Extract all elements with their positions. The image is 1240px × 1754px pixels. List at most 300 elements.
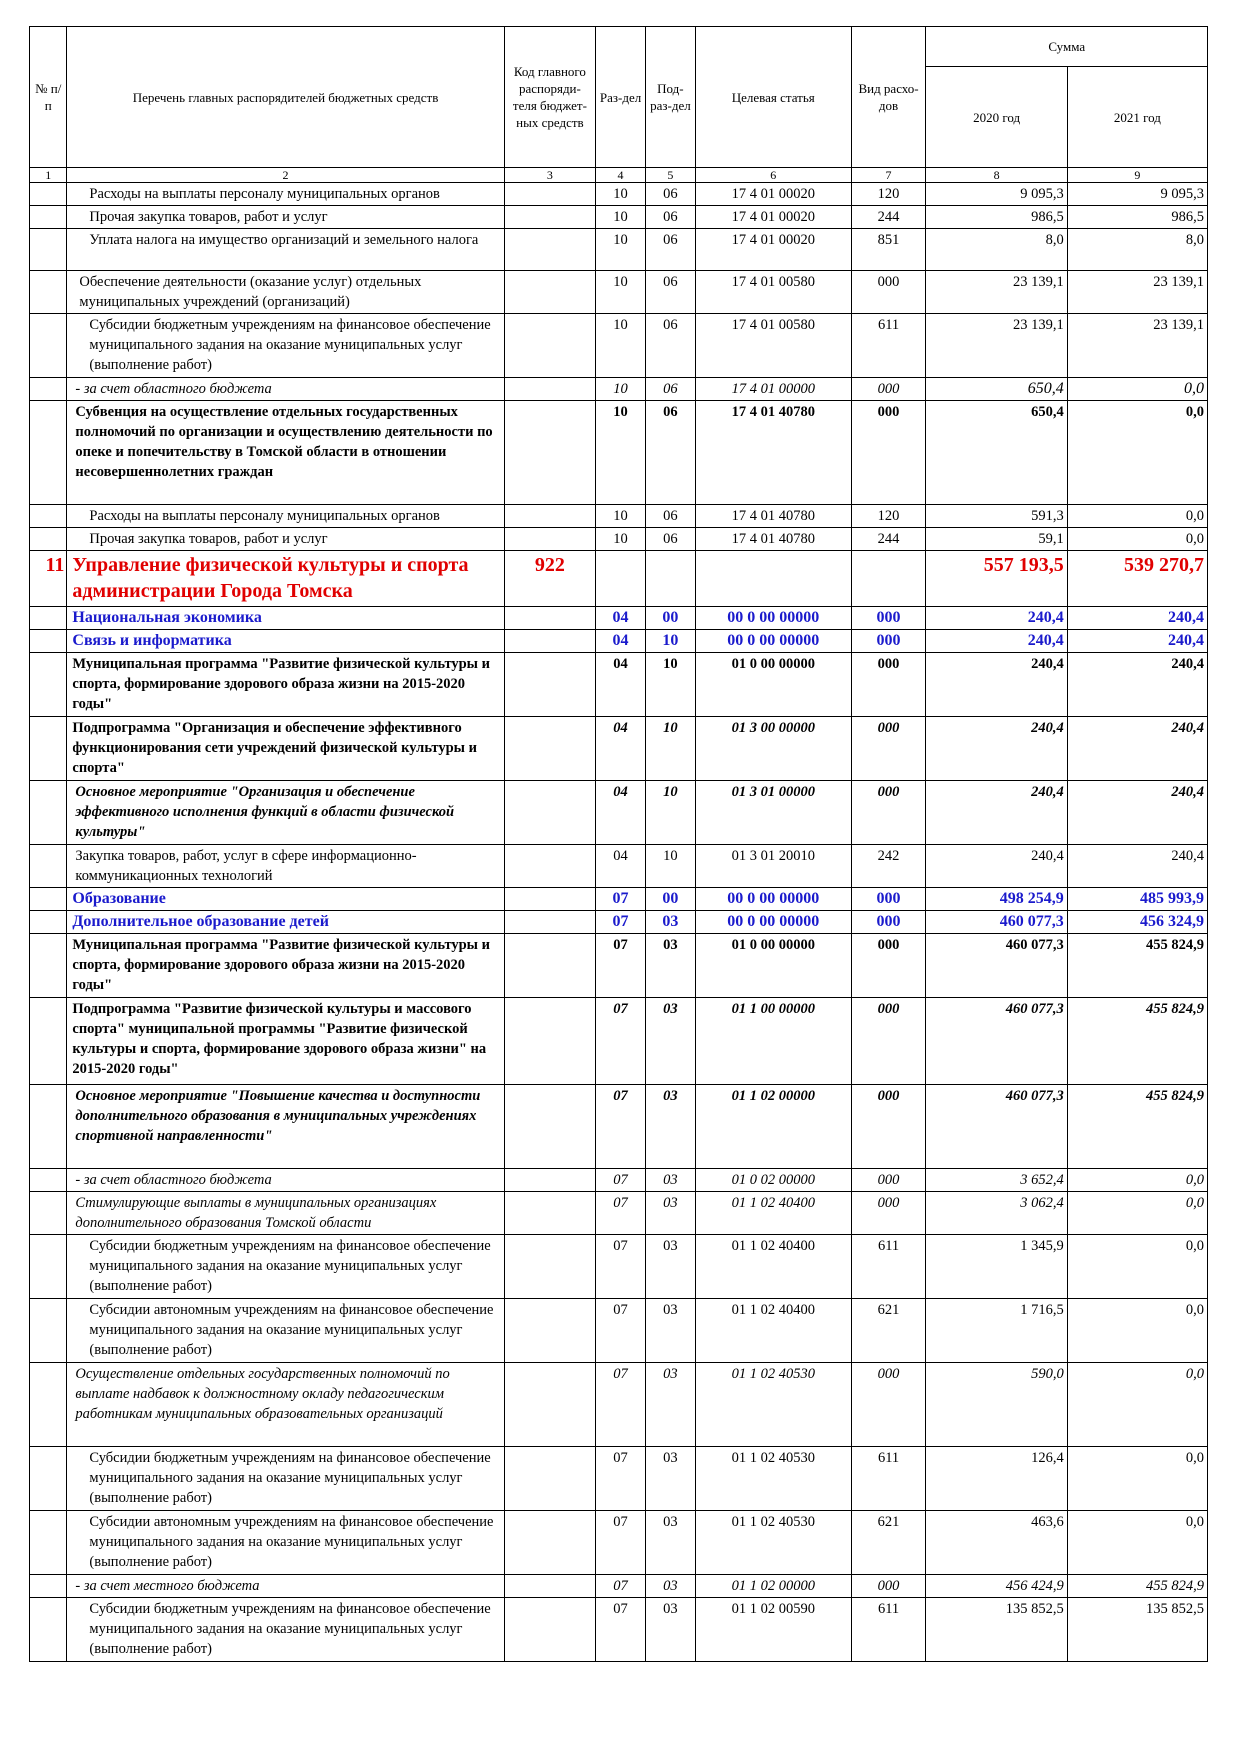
header-2021: 2021 год [1067,67,1207,168]
row-target: 17 4 01 00020 [695,206,851,229]
row-number [30,1192,67,1235]
row-sum-2020: 460 077,3 [926,934,1067,998]
row-razdel: 10 [596,229,646,271]
row-name: Стимулирующие выплаты в муниципальных организациях дополнительного образования Томской области [67,1192,504,1235]
row-number [30,1169,67,1192]
row-name: - за счет областного бюджета [67,378,504,401]
row-code [504,998,595,1085]
row-target: 17 4 01 00020 [695,229,851,271]
table-row [30,1575,1208,1598]
row-podrazdel: 03 [645,1598,695,1662]
header-code: Код главного распоряди-теля бюджет-ных средств [504,27,595,168]
row-podrazdel: 06 [645,505,695,528]
row-sum-2021: 0,0 [1067,401,1207,505]
row-vid: 120 [851,505,926,528]
column-numbers-row [30,168,1208,183]
row-code [504,1085,595,1169]
row-podrazdel: 03 [645,1575,695,1598]
table-row [30,378,1208,401]
row-sum-2021: 455 824,9 [1067,934,1207,998]
row-number [30,934,67,998]
row-vid: 000 [851,607,926,630]
row-code [504,1235,595,1299]
row-vid: 000 [851,781,926,845]
header-no: № п/п [30,27,67,168]
table-row [30,206,1208,229]
row-sum-2020: 1 345,9 [926,1235,1067,1299]
row-target: 01 3 01 20010 [695,845,851,888]
row-code [504,206,595,229]
colnum: 9 [1067,168,1207,183]
row-podrazdel: 03 [645,934,695,998]
row-sum-2020: 591,3 [926,505,1067,528]
row-vid: 000 [851,911,926,934]
row-podrazdel: 03 [645,1511,695,1575]
row-podrazdel: 03 [645,911,695,934]
row-target [695,551,851,607]
row-sum-2020: 240,4 [926,653,1067,717]
row-sum-2020: 460 077,3 [926,911,1067,934]
table-row [30,653,1208,717]
row-target: 01 1 02 40530 [695,1511,851,1575]
row-podrazdel: 06 [645,271,695,314]
row-target: 01 1 02 00000 [695,1085,851,1169]
row-name: Подпрограмма "Развитие физической культуры и массового спорта" муниципальной программы "Развитие физической культуры и спорта, формирование здорового образа жизни" на 2015-2020 годы" [67,998,504,1085]
row-target: 01 0 00 00000 [695,934,851,998]
row-name: Дополнительное образование детей [67,911,504,934]
row-number [30,206,67,229]
table-row [30,183,1208,206]
row-number [30,653,67,717]
row-target: 01 1 02 40530 [695,1363,851,1447]
row-number [30,1511,67,1575]
row-sum-2020: 126,4 [926,1447,1067,1511]
budget-table [29,26,1208,1662]
row-sum-2021: 0,0 [1067,1235,1207,1299]
row-target: 00 0 00 00000 [695,888,851,911]
row-target: 00 0 00 00000 [695,911,851,934]
row-sum-2021: 240,4 [1067,653,1207,717]
row-sum-2021: 455 824,9 [1067,1085,1207,1169]
table-row [30,911,1208,934]
row-target: 01 1 02 00000 [695,1575,851,1598]
row-razdel: 07 [596,998,646,1085]
row-vid: 000 [851,717,926,781]
table-row [30,1235,1208,1299]
row-vid: 611 [851,314,926,378]
table-row [30,630,1208,653]
row-sum-2020: 23 139,1 [926,271,1067,314]
row-razdel: 07 [596,888,646,911]
row-number [30,378,67,401]
row-name: Закупка товаров, работ, услуг в сфере информационно-коммуникационных технологий [67,845,504,888]
row-sum-2021: 455 824,9 [1067,1575,1207,1598]
row-podrazdel: 00 [645,888,695,911]
row-name: Муниципальная программа "Развитие физической культуры и спорта, формирование здорового образа жизни на 2015-2020 годы" [67,934,504,998]
row-razdel: 07 [596,1598,646,1662]
row-name: Субсидии бюджетным учреждениям на финансовое обеспечение муниципального задания на оказание муниципальных услуг (выполнение работ) [67,1598,504,1662]
header-2020: 2020 год [926,67,1067,168]
row-sum-2021: 9 095,3 [1067,183,1207,206]
row-vid: 000 [851,998,926,1085]
row-sum-2020: 3 652,4 [926,1169,1067,1192]
row-sum-2021: 455 824,9 [1067,998,1207,1085]
row-razdel: 07 [596,1299,646,1363]
row-code [504,1192,595,1235]
row-sum-2020: 135 852,5 [926,1598,1067,1662]
row-sum-2021: 0,0 [1067,1192,1207,1235]
row-sum-2020: 557 193,5 [926,551,1067,607]
row-razdel: 10 [596,401,646,505]
row-name: Субвенция на осуществление отдельных государственных полномочий по организации и осуществлению деятельности по опеке и попечительству в Томской области в отношении несовершеннолетних граждан [67,401,504,505]
row-sum-2021: 0,0 [1067,1299,1207,1363]
row-number [30,911,67,934]
header-vid: Вид расхо-дов [851,27,926,168]
row-podrazdel: 06 [645,528,695,551]
table-row [30,1085,1208,1169]
row-number [30,505,67,528]
row-sum-2020: 456 424,9 [926,1575,1067,1598]
row-sum-2021: 240,4 [1067,781,1207,845]
row-sum-2021: 485 993,9 [1067,888,1207,911]
row-target: 01 1 02 40530 [695,1447,851,1511]
row-name: Расходы на выплаты персоналу муниципальных органов [67,505,504,528]
row-vid: 000 [851,934,926,998]
header-sum: Сумма [926,27,1208,67]
table-row [30,717,1208,781]
row-target: 01 1 02 40400 [695,1235,851,1299]
row-sum-2021: 0,0 [1067,1363,1207,1447]
row-target: 01 1 02 40400 [695,1192,851,1235]
row-razdel: 07 [596,1575,646,1598]
row-code [504,781,595,845]
row-number [30,229,67,271]
row-vid: 000 [851,1575,926,1598]
row-sum-2020: 590,0 [926,1363,1067,1447]
row-podrazdel: 06 [645,229,695,271]
row-name: Субсидии бюджетным учреждениям на финансовое обеспечение муниципального задания на оказание муниципальных услуг (выполнение работ) [67,314,504,378]
row-vid: 000 [851,653,926,717]
table-row [30,314,1208,378]
row-target: 01 0 00 00000 [695,653,851,717]
row-number [30,1363,67,1447]
row-vid: 000 [851,888,926,911]
row-name: Обеспечение деятельности (оказание услуг) отдельных муниципальных учреждений (организаций) [67,271,504,314]
row-sum-2020: 460 077,3 [926,1085,1067,1169]
table-row [30,888,1208,911]
row-vid: 244 [851,206,926,229]
row-vid: 120 [851,183,926,206]
header-name: Перечень главных распорядителей бюджетных средств [67,27,504,168]
row-code [504,1511,595,1575]
row-sum-2021: 0,0 [1067,505,1207,528]
row-vid: 621 [851,1299,926,1363]
row-name: Прочая закупка товаров, работ и услуг [67,206,504,229]
table-row [30,551,1208,607]
row-sum-2021: 0,0 [1067,528,1207,551]
colnum: 5 [645,168,695,183]
row-code [504,888,595,911]
row-number [30,1598,67,1662]
row-number [30,401,67,505]
row-podrazdel: 03 [645,1447,695,1511]
row-sum-2021: 0,0 [1067,1169,1207,1192]
row-number [30,1235,67,1299]
table-row [30,401,1208,505]
row-razdel: 07 [596,1447,646,1511]
row-code [504,314,595,378]
row-sum-2020: 3 062,4 [926,1192,1067,1235]
row-number: 11 [30,551,67,607]
row-razdel: 10 [596,183,646,206]
table-row [30,1511,1208,1575]
row-code [504,845,595,888]
row-vid: 000 [851,1363,926,1447]
row-razdel: 04 [596,845,646,888]
row-razdel: 04 [596,653,646,717]
row-vid: 851 [851,229,926,271]
row-target: 17 4 01 00000 [695,378,851,401]
colnum: 4 [596,168,646,183]
row-razdel: 04 [596,781,646,845]
row-code [504,630,595,653]
row-vid: 242 [851,845,926,888]
row-sum-2020: 986,5 [926,206,1067,229]
row-podrazdel: 10 [645,717,695,781]
row-razdel: 07 [596,1085,646,1169]
row-sum-2021: 0,0 [1067,378,1207,401]
row-name: Субсидии автономным учреждениям на финансовое обеспечение муниципального задания на оказание муниципальных услуг (выполнение работ) [67,1299,504,1363]
table-row [30,1169,1208,1192]
row-vid: 611 [851,1235,926,1299]
row-sum-2021: 456 324,9 [1067,911,1207,934]
row-target: 17 4 01 40780 [695,401,851,505]
table-row [30,1598,1208,1662]
row-vid: 611 [851,1447,926,1511]
row-vid: 611 [851,1598,926,1662]
row-razdel: 07 [596,1363,646,1447]
row-sum-2020: 650,4 [926,401,1067,505]
row-vid: 000 [851,1169,926,1192]
header-razdel: Раз-дел [596,27,646,168]
row-name: Субсидии бюджетным учреждениям на финансовое обеспечение муниципального задания на оказание муниципальных услуг (выполнение работ) [67,1235,504,1299]
row-sum-2020: 1 716,5 [926,1299,1067,1363]
row-number [30,607,67,630]
row-razdel: 10 [596,271,646,314]
row-vid: 000 [851,630,926,653]
row-sum-2020: 9 095,3 [926,183,1067,206]
row-sum-2020: 463,6 [926,1511,1067,1575]
colnum: 2 [67,168,504,183]
row-code [504,401,595,505]
row-sum-2021: 240,4 [1067,717,1207,781]
row-podrazdel: 03 [645,1192,695,1235]
row-name: Связь и информатика [67,630,504,653]
row-number [30,528,67,551]
row-razdel: 07 [596,1235,646,1299]
row-razdel: 10 [596,378,646,401]
row-razdel: 04 [596,717,646,781]
row-name: Субсидии бюджетным учреждениям на финансовое обеспечение муниципального задания на оказание муниципальных услуг (выполнение работ) [67,1447,504,1511]
row-code [504,1598,595,1662]
row-podrazdel: 06 [645,183,695,206]
row-name: Основное мероприятие "Повышение качества и доступности дополнительного образования в муниципальных учреждениях спортивной направленности" [67,1085,504,1169]
row-number [30,717,67,781]
row-number [30,1575,67,1598]
row-razdel: 07 [596,911,646,934]
row-podrazdel: 03 [645,1299,695,1363]
row-target: 01 0 02 00000 [695,1169,851,1192]
row-razdel: 07 [596,1511,646,1575]
row-podrazdel [645,551,695,607]
row-name: Осуществление отдельных государственных полномочий по выплате надбавок к должностному окладу педагогическим работникам муниципальных образовательных организаций [67,1363,504,1447]
row-number [30,630,67,653]
header-target: Целевая статья [695,27,851,168]
row-target: 17 4 01 40780 [695,528,851,551]
row-vid: 000 [851,401,926,505]
table-row [30,781,1208,845]
colnum: 3 [504,168,595,183]
row-vid: 621 [851,1511,926,1575]
row-target: 01 1 02 40400 [695,1299,851,1363]
row-razdel: 10 [596,528,646,551]
row-code [504,229,595,271]
table-row [30,1447,1208,1511]
table-row [30,1363,1208,1447]
row-sum-2021: 539 270,7 [1067,551,1207,607]
row-podrazdel: 06 [645,378,695,401]
row-podrazdel: 10 [645,630,695,653]
row-sum-2020: 240,4 [926,845,1067,888]
row-target: 17 4 01 40780 [695,505,851,528]
row-name: Уплата налога на имущество организаций и земельного налога [67,229,504,271]
row-code [504,911,595,934]
row-code [504,1575,595,1598]
row-podrazdel: 03 [645,1235,695,1299]
row-sum-2020: 498 254,9 [926,888,1067,911]
row-vid [851,551,926,607]
header-podrazdel: Под-раз-дел [645,27,695,168]
row-sum-2020: 240,4 [926,630,1067,653]
row-sum-2020: 240,4 [926,717,1067,781]
colnum: 1 [30,168,67,183]
row-target: 00 0 00 00000 [695,607,851,630]
table-row [30,607,1208,630]
row-number [30,1447,67,1511]
row-name: Подпрограмма "Организация и обеспечение эффективного функционирования сети учреждений физической культуры и спорта" [67,717,504,781]
row-target: 17 4 01 00580 [695,271,851,314]
row-vid: 000 [851,378,926,401]
row-code [504,505,595,528]
row-sum-2021: 240,4 [1067,845,1207,888]
row-sum-2020: 240,4 [926,781,1067,845]
row-podrazdel: 00 [645,607,695,630]
row-number [30,1085,67,1169]
row-podrazdel: 06 [645,401,695,505]
row-razdel: 04 [596,630,646,653]
row-code [504,1447,595,1511]
row-podrazdel: 06 [645,314,695,378]
row-podrazdel: 10 [645,653,695,717]
row-vid: 244 [851,528,926,551]
table-row [30,271,1208,314]
row-podrazdel: 03 [645,1169,695,1192]
row-podrazdel: 03 [645,1085,695,1169]
table-row [30,1192,1208,1235]
row-sum-2020: 460 077,3 [926,998,1067,1085]
row-code [504,607,595,630]
table-row [30,845,1208,888]
row-code [504,1169,595,1192]
row-name: Субсидии автономным учреждениям на финансовое обеспечение муниципального задания на оказание муниципальных услуг (выполнение работ) [67,1511,504,1575]
row-sum-2021: 8,0 [1067,229,1207,271]
table-row [30,505,1208,528]
row-vid: 000 [851,1192,926,1235]
row-razdel: 10 [596,314,646,378]
row-sum-2021: 23 139,1 [1067,271,1207,314]
row-number [30,888,67,911]
row-razdel: 07 [596,934,646,998]
row-name: Национальная экономика [67,607,504,630]
row-code [504,378,595,401]
row-name: - за счет местного бюджета [67,1575,504,1598]
row-number [30,183,67,206]
row-razdel: 10 [596,206,646,229]
row-number [30,845,67,888]
row-code [504,653,595,717]
row-name: Прочая закупка товаров, работ и услуг [67,528,504,551]
row-target: 17 4 01 00020 [695,183,851,206]
row-razdel [596,551,646,607]
row-code: 922 [504,551,595,607]
row-number [30,781,67,845]
table-row [30,229,1208,271]
row-name: Расходы на выплаты персоналу муниципальных органов [67,183,504,206]
row-target: 01 1 02 00590 [695,1598,851,1662]
row-sum-2021: 0,0 [1067,1511,1207,1575]
row-name: Основное мероприятие "Организация и обеспечение эффективного исполнения функций в области физической культуры" [67,781,504,845]
row-name: Управление физической культуры и спорта администрации Города Томска [67,551,504,607]
row-code [504,528,595,551]
row-sum-2021: 240,4 [1067,607,1207,630]
row-vid: 000 [851,271,926,314]
row-target: 17 4 01 00580 [695,314,851,378]
row-code [504,717,595,781]
row-podrazdel: 06 [645,206,695,229]
row-sum-2021: 23 139,1 [1067,314,1207,378]
row-sum-2021: 240,4 [1067,630,1207,653]
row-target: 01 1 00 00000 [695,998,851,1085]
row-vid: 000 [851,1085,926,1169]
row-sum-2020: 59,1 [926,528,1067,551]
row-code [504,1363,595,1447]
row-sum-2021: 135 852,5 [1067,1598,1207,1662]
row-number [30,1299,67,1363]
row-target: 01 3 01 00000 [695,781,851,845]
table-row [30,528,1208,551]
row-sum-2020: 8,0 [926,229,1067,271]
row-number [30,998,67,1085]
row-razdel: 04 [596,607,646,630]
row-sum-2020: 23 139,1 [926,314,1067,378]
row-sum-2020: 650,4 [926,378,1067,401]
row-target: 00 0 00 00000 [695,630,851,653]
row-sum-2021: 986,5 [1067,206,1207,229]
row-podrazdel: 10 [645,845,695,888]
row-target: 01 3 00 00000 [695,717,851,781]
row-code [504,183,595,206]
row-razdel: 07 [596,1169,646,1192]
